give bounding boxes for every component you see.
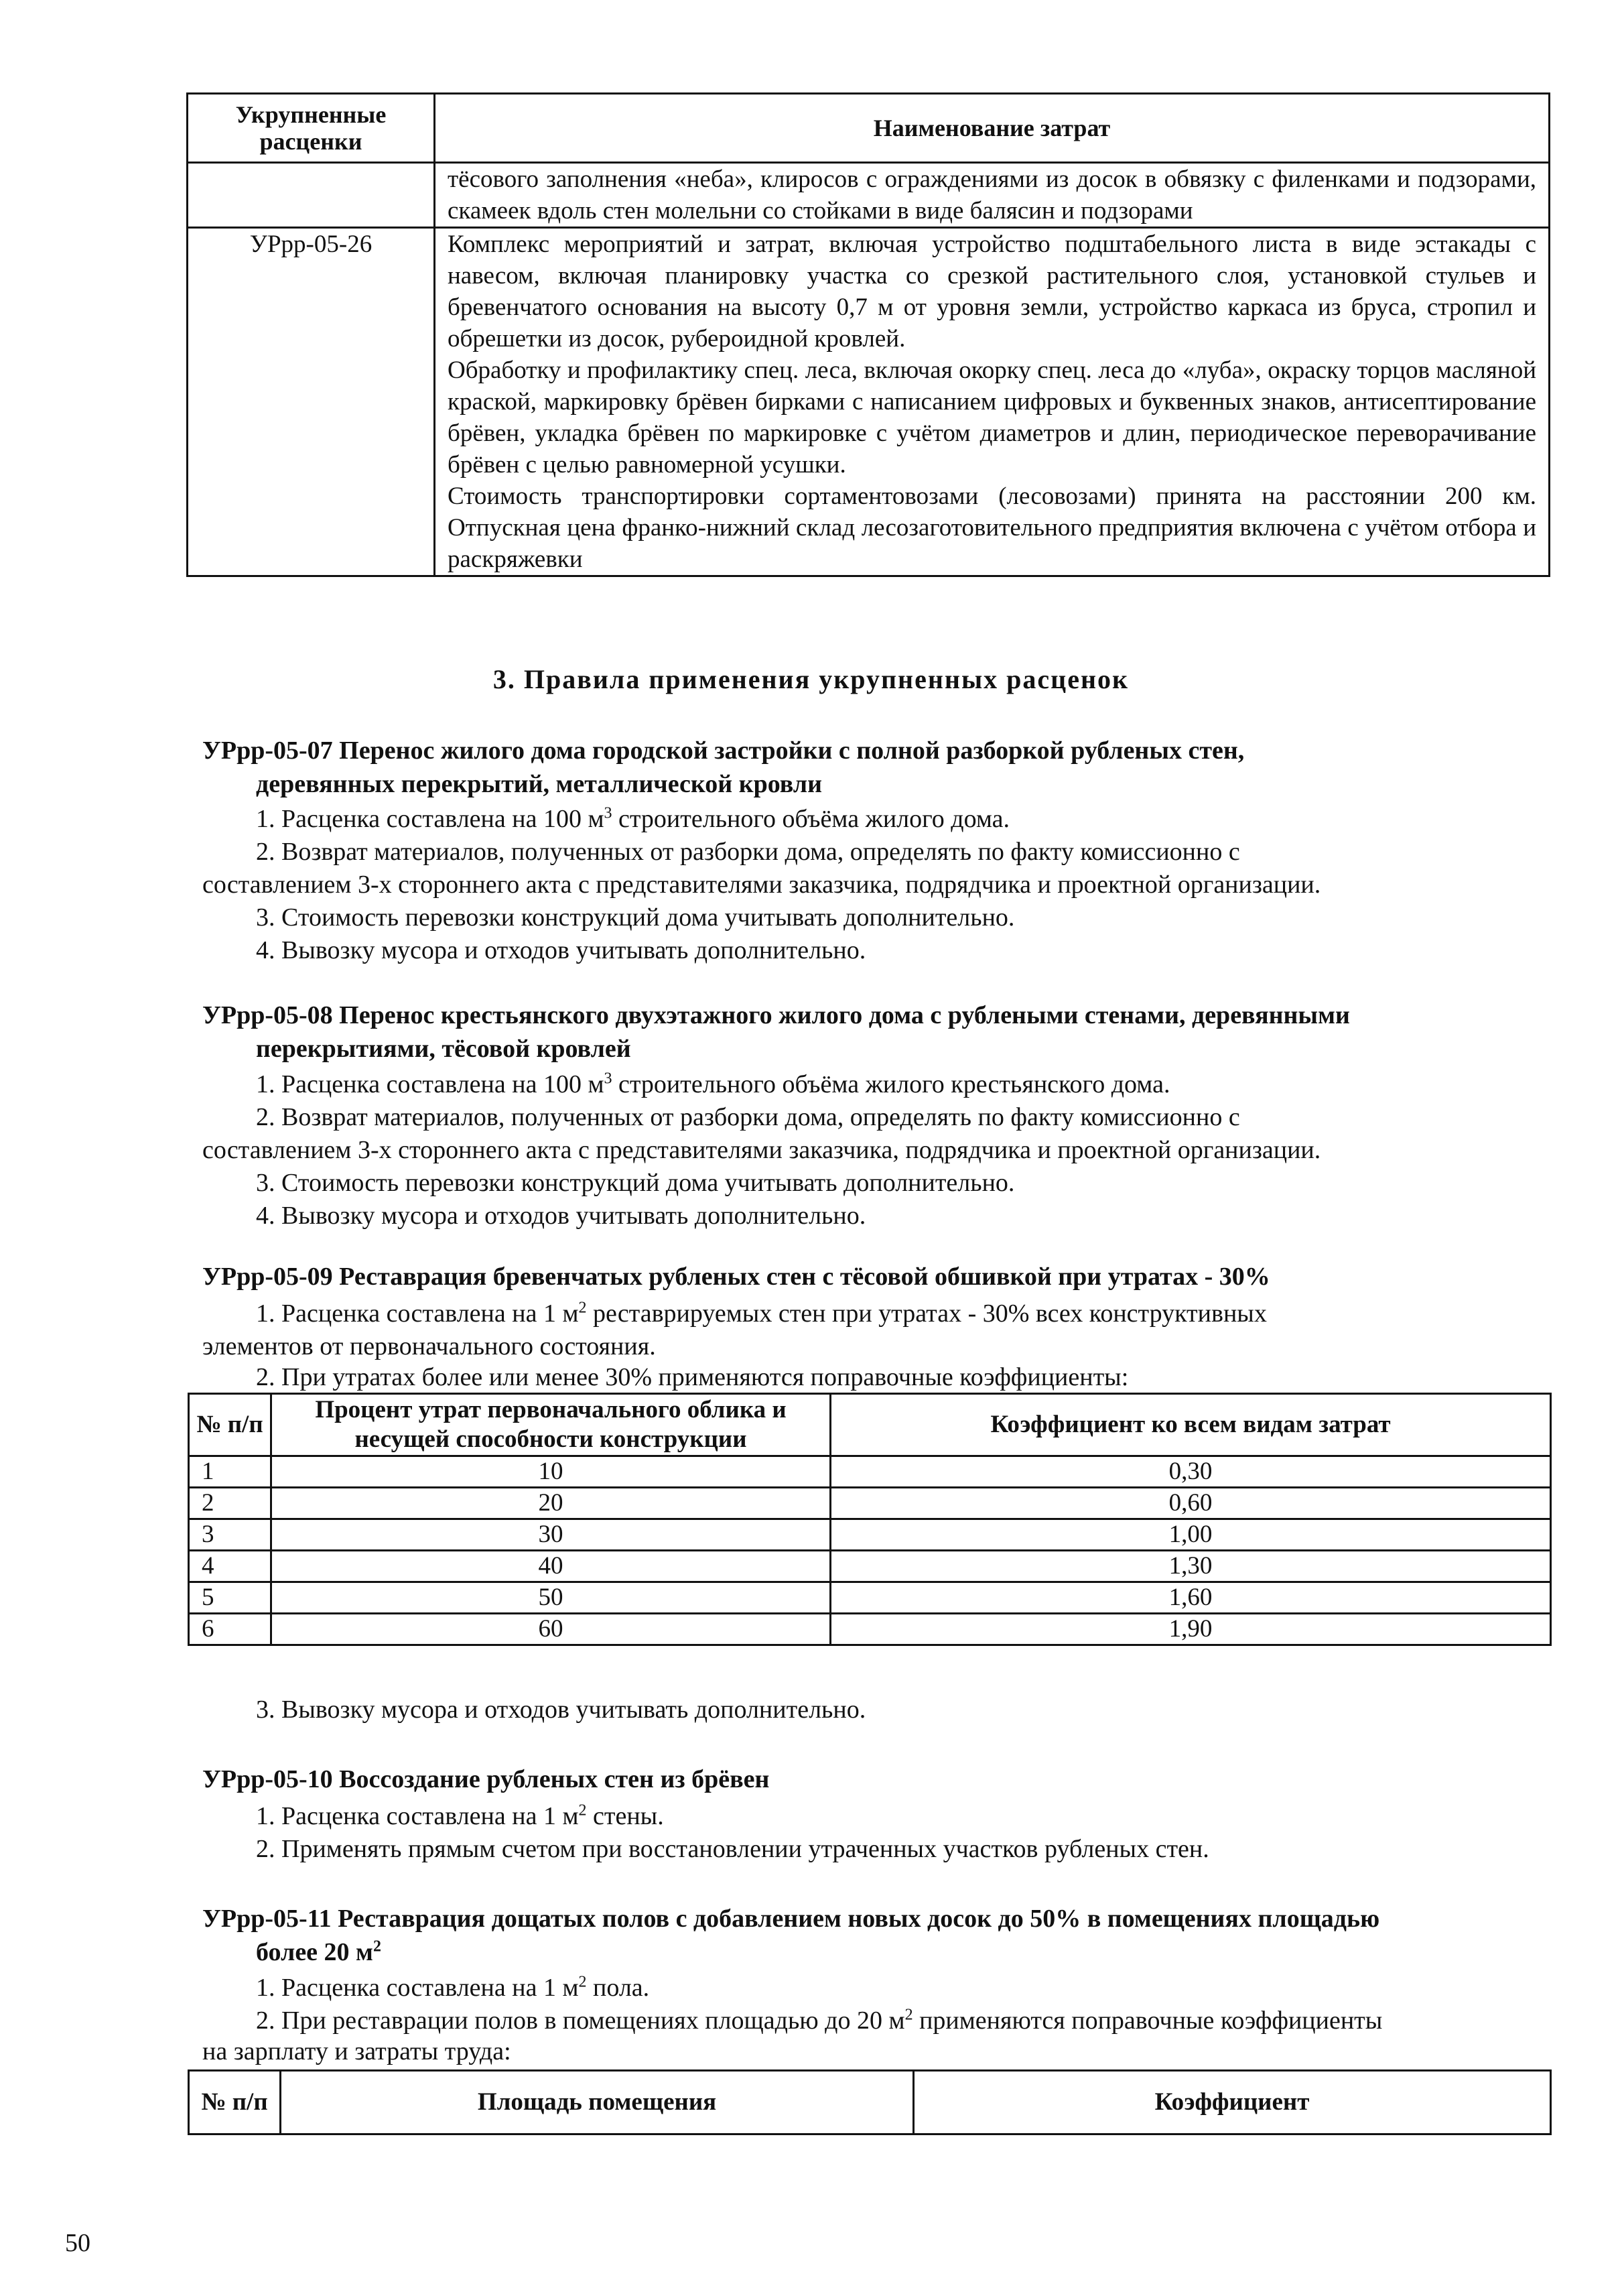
rule-items-05-08 — [202, 1068, 1515, 1232]
heading-line: более 20 $м^2$ — [256, 1937, 381, 1966]
rule-heading-05-08 — [202, 999, 1515, 1066]
rule-items-05-11 — [202, 1972, 1515, 2065]
row-number: 6 — [189, 1614, 271, 1645]
table-row — [189, 1551, 1551, 1582]
rule-item: 1. Расценка составлена на 100 $м^3$ строительного объёма жилого крестьянского дома. — [256, 1070, 1170, 1098]
table-row — [189, 1519, 1551, 1551]
rule-item: 2. При утратах более или менее 30% применяются поправочные коэффициенты: — [256, 1363, 1129, 1391]
heading-line: УРрр-05-11 Реставрация дощатых полов с добавлением новых досок до 50% в помещениях площадью — [202, 1905, 1380, 1933]
heading-line: перекрытиями, тёсовой кровлей — [256, 1035, 631, 1063]
description-paragraph: Стоимость транспортировки сортаментовозами (лесовозами) принята на расстоянии 200 км. Отпускная цена франко-нижний склад лесозаготовительного предприятия включена с учётом отбора и раскряжевки — [448, 483, 1536, 573]
loss-percent: 20 — [271, 1488, 831, 1519]
heading-line: деревянных перекрытий, металлической кровли — [256, 770, 823, 798]
rule-item: 3. Вывозку мусора и отходов учитывать дополнительно. — [256, 1696, 866, 1724]
coefficient: 0,30 — [831, 1456, 1551, 1488]
rule-items-05-09 — [202, 1297, 1515, 1391]
coefficient: 1,60 — [831, 1582, 1551, 1614]
rule-item: 4. Вывозку мусора и отходов учитывать дополнительно. — [256, 936, 866, 964]
rule-item: 2. Возврат материалов, полученных от разборки дома, определять по факту комиссионно с — [256, 838, 1240, 866]
row-number: 1 — [189, 1456, 271, 1488]
header-coefficient: Коэффициент — [914, 2071, 1551, 2134]
coefficient: 1,90 — [831, 1614, 1551, 1645]
rule-item-continuation: на зарплату и затраты труда: — [202, 2037, 511, 2065]
section-title: 3. Правила применения укрупненных расценок — [492, 664, 1130, 694]
header-cost-name: Наименование затрат — [435, 94, 1550, 163]
rate-code: УРрр-05-26 — [188, 228, 435, 576]
header-coefficient: Коэффициент ко всем видам затрат — [831, 1394, 1551, 1456]
coef-table-header — [189, 1394, 1551, 1456]
loss-percent: 30 — [271, 1519, 831, 1551]
row-number: 4 — [189, 1551, 271, 1582]
rule-item: 1. Расценка составлена на 1 $м^2$ стены. — [256, 1801, 664, 1830]
table-row — [188, 228, 1550, 576]
rate-code — [188, 163, 435, 228]
rule-item: 3. Стоимость перевозки конструкций дома учитывать дополнительно. — [256, 1169, 1015, 1197]
rate-description — [435, 163, 1550, 228]
rate-description — [435, 228, 1550, 576]
table-row — [189, 1456, 1551, 1488]
loss-percent: 10 — [271, 1456, 831, 1488]
rule-heading-05-11 — [202, 1902, 1515, 1969]
rule-item: 1. Расценка составлена на 1 $м^2$ пола. — [256, 1973, 650, 2002]
loss-percent: 50 — [271, 1582, 831, 1614]
row-number: 2 — [189, 1488, 271, 1519]
rule-item: 2. При реставрации полов в помещениях площадью до 20 $м^2$ применяются поправочные коэффициенты — [256, 2006, 1383, 2035]
area-coefficient-table — [188, 2069, 1552, 2135]
rule-item: 2. Возврат материалов, полученных от разборки дома, определять по факту комиссионно с — [256, 1103, 1240, 1131]
rule-items-05-09-cont — [202, 1694, 1515, 1726]
header-number: № п/п — [189, 2071, 281, 2134]
loss-coefficient-table — [188, 1393, 1552, 1646]
table-row — [189, 1582, 1551, 1614]
description-paragraph: Обработку и профилактику спец. леса, включая окорку спец. леса до «луба», окраску торцов масляной краской, маркировку брёвен бирками с написанием цифровых и буквенных знаков, антисептирование брёвен, укладка брёвен по маркировке с учётом диаметров и длин, периодическое переворачивание брёвен с целью равномерной усушки. — [448, 357, 1536, 479]
row-number: 3 — [189, 1519, 271, 1551]
rule-heading-05-10: УРрр-05-10 Воссоздание рубленых стен из брёвен — [202, 1765, 770, 1793]
rule-heading-05-09: УРрр-05-09 Реставрация бревенчатых рубленых стен с тёсовой обшивкой при утратах - 30% — [202, 1263, 1270, 1291]
coefficient: 0,60 — [831, 1488, 1551, 1519]
rule-item: 1. Расценка составлена на 1 $м^2$ реставрируемых стен при утратах - 30% всех конструктивных — [256, 1299, 1267, 1328]
heading-line: УРрр-05-08 Перенос крестьянского двухэтажного жилого дома с рублеными стенами, деревянными — [202, 1001, 1350, 1029]
coefficient: 1,30 — [831, 1551, 1551, 1582]
table-row — [189, 1488, 1551, 1519]
rule-item: 4. Вывозку мусора и отходов учитывать дополнительно. — [256, 1202, 866, 1230]
rule-heading-05-07 — [202, 734, 1515, 801]
heading-line: УРрр-05-07 Перенос жилого дома городской застройки с полной разборкой рубленых стен, — [202, 737, 1245, 765]
header-rates: Укрупненные расценки — [188, 94, 435, 163]
header-area: Площадь помещения — [281, 2071, 914, 2134]
rule-item-continuation: составлением 3-х стороннего акта с представителями заказчика, подрядчика и проектной организации. — [202, 1136, 1321, 1164]
rule-item-continuation: элементов от первоначального состояния. — [202, 1332, 656, 1360]
rates-table — [186, 92, 1550, 577]
rule-item: 3. Стоимость перевозки конструкций дома учитывать дополнительно. — [256, 903, 1015, 932]
loss-percent: 60 — [271, 1614, 831, 1645]
header-number: № п/п — [189, 1394, 271, 1456]
description-paragraph: Комплекс мероприятий и затрат, включая устройство подштабельного листа в виде эстакады с навесом, включая планировку участка со срезкой растительного слоя, установкой стульев и бревенчатого основания на высоту 0,7 м от уровня земли, устройство каркаса из бруса, стропил и обрешетки из досок, рубероидной кровлей. — [448, 231, 1536, 353]
coefficient: 1,00 — [831, 1519, 1551, 1551]
rule-item-continuation: составлением 3-х стороннего акта с представителями заказчика, подрядчика и проектной организации. — [202, 871, 1321, 899]
coef-table-header — [189, 2071, 1551, 2134]
page-number: 50 — [65, 2229, 90, 2257]
loss-percent: 40 — [271, 1551, 831, 1582]
row-number: 5 — [189, 1582, 271, 1614]
table-row — [189, 1614, 1551, 1645]
rule-item: 1. Расценка составлена на 100 $м^3$ строительного объёма жилого дома. — [256, 804, 1010, 833]
rule-item: 2. Применять прямым счетом при восстановлении утраченных участков рубленых стен. — [256, 1835, 1209, 1863]
table-row — [188, 163, 1550, 228]
rates-table-header — [188, 94, 1550, 163]
rule-items-05-07 — [202, 803, 1515, 967]
rule-items-05-10 — [202, 1800, 1515, 1866]
header-loss-percent: Процент утрат первоначального облика и несущей способности конструкции — [271, 1394, 831, 1456]
description-paragraph: тёсового заполнения «неба», клиросов с ограждениями из досок в обвязку с филенками и подзорами, скамеек вдоль стен молельни со стойками в виде балясин и подзорами — [448, 166, 1536, 225]
